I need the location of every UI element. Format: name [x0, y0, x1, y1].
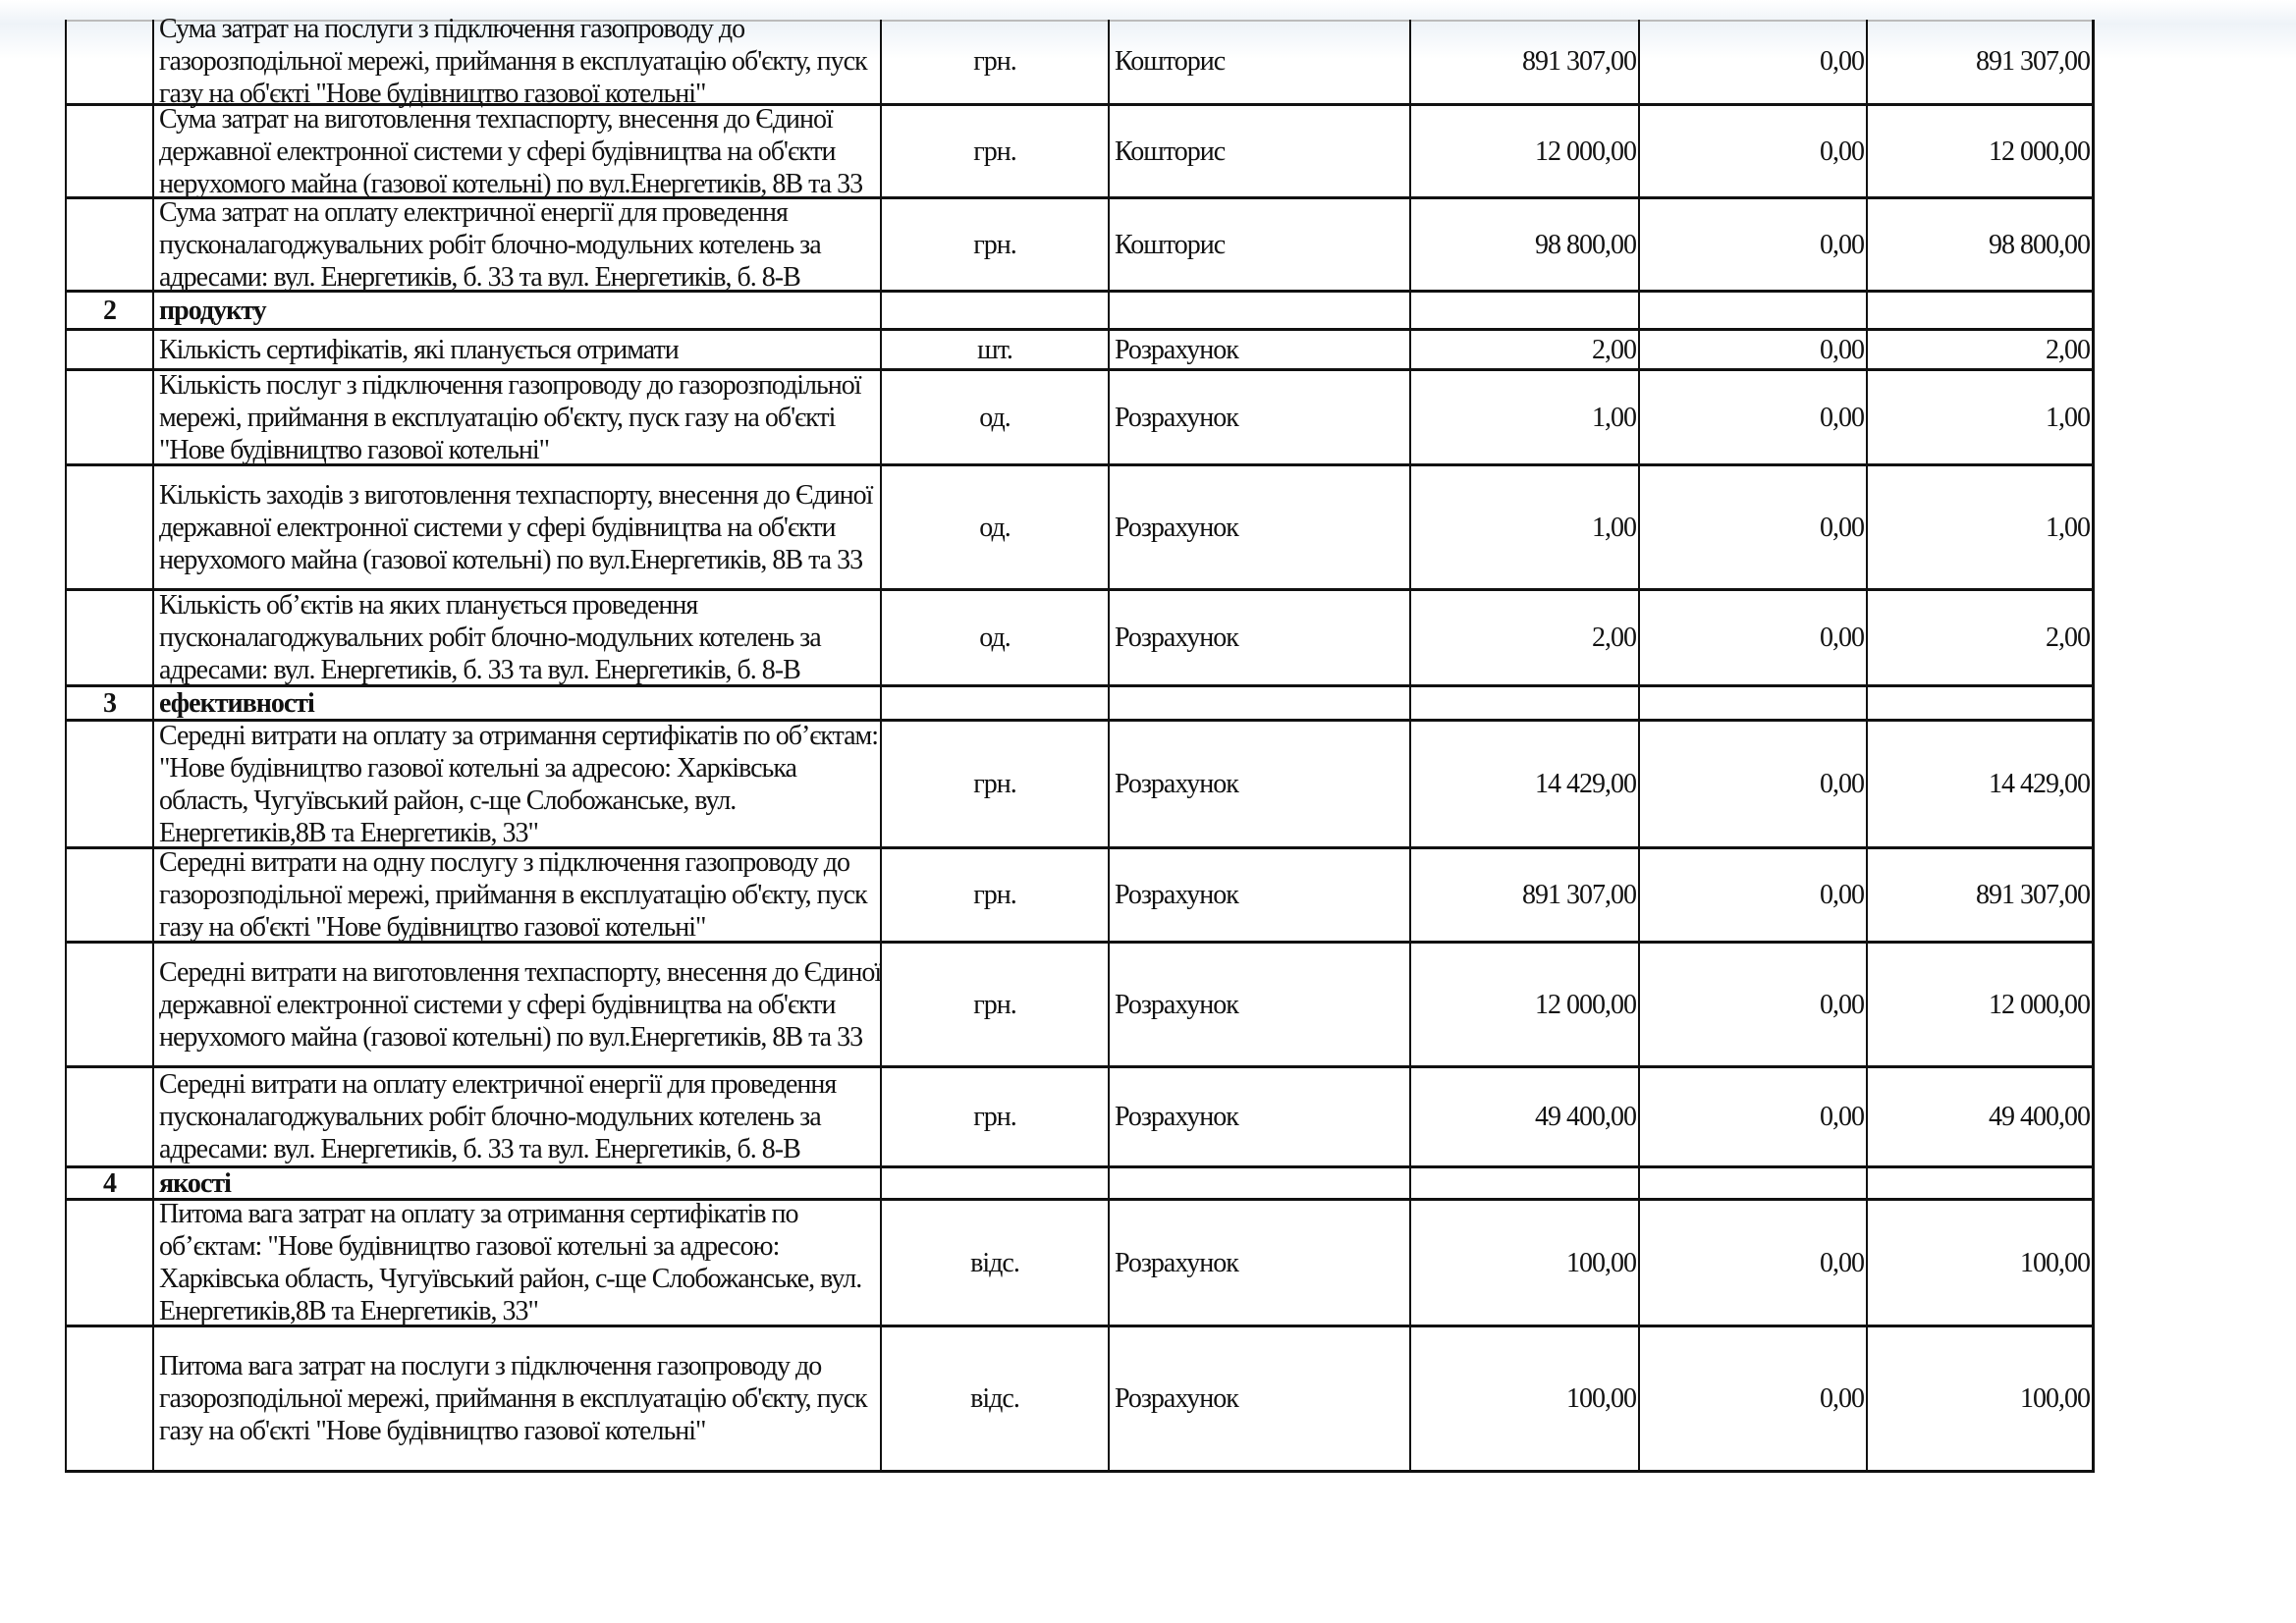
row-number-cell	[65, 1327, 152, 1470]
data-source: Розрахунок	[1115, 1383, 1238, 1414]
value-total: 100,00	[2020, 1247, 2090, 1278]
value-general-fund: 14 429,00	[1535, 769, 1636, 799]
description-line: "Нове будівництво газової котельні"	[159, 434, 550, 465]
unit-of-measure-cell	[880, 20, 1108, 103]
row-number-cell	[65, 199, 152, 290]
table-row	[65, 196, 2095, 293]
unit-of-measure: од.	[979, 402, 1011, 433]
description-line: нерухомого майна (газової котельні) по вул.Енергетиків, 8В та 33	[159, 168, 863, 199]
data-source: Кошторис	[1115, 46, 1226, 77]
value-general-fund: 2,00	[1592, 334, 1636, 365]
unit-of-measure-cell	[880, 1068, 1108, 1165]
unit-of-measure-cell	[880, 849, 1108, 941]
description-line: державної електронної системи у сфері будівництва на об'єкти	[159, 135, 836, 167]
value-special-fund: 0,00	[1820, 769, 1864, 799]
indicator-description-cell	[152, 1327, 880, 1470]
value-total-cell	[1866, 199, 2095, 290]
value-special-fund: 0,00	[1820, 1102, 1864, 1132]
data-source-cell	[1108, 371, 1409, 463]
value-general-fund-cell	[1409, 466, 1638, 588]
value-special-fund-cell	[1638, 687, 1866, 719]
data-source: Розрахунок	[1115, 769, 1238, 799]
value-general-fund-cell	[1409, 944, 1638, 1065]
value-general-fund-cell	[1409, 1168, 1638, 1198]
description-line: пусконалагоджувальних робіт блочно-модульних котелень за	[159, 229, 821, 260]
unit-of-measure: грн.	[973, 880, 1016, 910]
indicator-description-cell	[152, 331, 880, 368]
description-line: газорозподільної мережі, приймання в експлуатацію об'єкту, пуск	[159, 1383, 867, 1414]
data-source: Розрахунок	[1115, 1102, 1238, 1132]
indicator-description-cell	[152, 14, 880, 109]
description-line: Середні витрати на одну послугу з підключення газопроводу до	[159, 847, 849, 878]
indicator-description-cell	[152, 371, 880, 463]
data-source: Розрахунок	[1115, 1247, 1238, 1278]
value-total-cell	[1866, 466, 2095, 588]
description-line: "Нове будівництво газової котельні за адресою: Харківська	[159, 752, 796, 784]
value-total: 2,00	[2046, 334, 2090, 365]
description-line: газорозподільної мережі, приймання в експлуатацію об'єкту, пуск	[159, 880, 867, 910]
value-general-fund: 49 400,00	[1535, 1102, 1636, 1132]
unit-of-measure-cell	[880, 591, 1108, 684]
indicator-description-cell	[152, 466, 880, 588]
indicator-description-cell	[152, 591, 880, 684]
value-total-cell	[1866, 687, 2095, 719]
value-general-fund-cell	[1409, 1068, 1638, 1165]
unit-of-measure: грн.	[973, 769, 1016, 799]
description-line: Енергетиків,8В та Енергетиків, 33"	[159, 1296, 538, 1326]
data-source: Розрахунок	[1115, 622, 1238, 653]
data-source: Кошторис	[1115, 229, 1226, 260]
data-source-cell	[1108, 944, 1409, 1065]
description-line: газорозподільної мережі, приймання в експлуатацію об'єкту, пуск	[159, 46, 867, 77]
description-line: Сума затрат на виготовлення техпаспорту, внесення до Єдиної	[159, 103, 833, 135]
value-general-fund-cell	[1409, 293, 1638, 328]
data-source-cell	[1108, 687, 1409, 719]
value-special-fund-cell	[1638, 1168, 1866, 1198]
value-total-cell	[1866, 1201, 2095, 1325]
data-source-cell	[1108, 1068, 1409, 1165]
data-source-cell	[1108, 1168, 1409, 1198]
indicator-description-cell	[152, 687, 880, 719]
value-special-fund-cell	[1638, 722, 1866, 846]
data-source: Розрахунок	[1115, 512, 1238, 543]
description-line: державної електронної системи у сфері будівництва на об'єкти	[159, 512, 836, 543]
unit-of-measure: грн.	[973, 135, 1016, 167]
value-total-cell	[1866, 722, 2095, 846]
value-general-fund: 1,00	[1592, 512, 1636, 543]
value-general-fund: 12 000,00	[1535, 135, 1636, 167]
data-source: Розрахунок	[1115, 334, 1238, 365]
value-total-cell	[1866, 1168, 2095, 1198]
value-general-fund: 891 307,00	[1522, 880, 1636, 910]
indicator-description-cell	[152, 944, 880, 1065]
unit-of-measure-cell	[880, 1168, 1108, 1198]
value-special-fund: 0,00	[1820, 229, 1864, 260]
unit-of-measure-cell	[880, 1201, 1108, 1325]
value-special-fund-cell	[1638, 199, 1866, 290]
value-special-fund: 0,00	[1820, 402, 1864, 433]
value-special-fund-cell	[1638, 944, 1866, 1065]
value-total-cell	[1866, 1068, 2095, 1165]
value-general-fund: 100,00	[1566, 1383, 1636, 1414]
data-source: Кошторис	[1115, 135, 1226, 167]
row-number: 3	[103, 687, 116, 719]
data-source-cell	[1108, 722, 1409, 846]
unit-of-measure: шт.	[977, 334, 1012, 365]
row-number: 4	[103, 1167, 116, 1199]
value-special-fund: 0,00	[1820, 46, 1864, 77]
section-header-row	[65, 293, 2095, 331]
indicator-description-cell	[152, 849, 880, 941]
table-row	[65, 1327, 2095, 1473]
indicator-description-cell	[152, 722, 880, 846]
description-line: газу на об'єкті "Нове будівництво газової котельні"	[159, 1416, 706, 1446]
data-source-cell	[1108, 106, 1409, 196]
row-number-cell	[65, 849, 152, 941]
row-number-cell	[65, 944, 152, 1065]
value-total-cell	[1866, 371, 2095, 463]
value-special-fund: 0,00	[1820, 512, 1864, 543]
unit-of-measure-cell	[880, 371, 1108, 463]
data-source: Розрахунок	[1115, 402, 1238, 433]
description-line: Питома вага затрат на оплату за отримання сертифікатів по	[159, 1199, 798, 1229]
value-total-cell	[1866, 1327, 2095, 1470]
value-general-fund: 891 307,00	[1522, 46, 1636, 77]
value-total: 891 307,00	[1976, 46, 2090, 77]
value-special-fund-cell	[1638, 293, 1866, 328]
description-line: газу на об'єкті "Нове будівництво газової котельні"	[159, 912, 706, 943]
data-source-cell	[1108, 199, 1409, 290]
description-line: нерухомого майна (газової котельні) по вул.Енергетиків, 8В та 33	[159, 544, 863, 575]
data-source-cell	[1108, 1327, 1409, 1470]
row-number-cell	[65, 591, 152, 684]
value-general-fund: 100,00	[1566, 1247, 1636, 1278]
value-total: 2,00	[2046, 622, 2090, 653]
data-source: Розрахунок	[1115, 989, 1238, 1020]
description-line: Середні витрати на оплату за отримання сертифікатів по об’єктам:	[159, 720, 879, 751]
description-line: Енергетиків,8В та Енергетиків, 33"	[159, 817, 538, 848]
value-total-cell	[1866, 591, 2095, 684]
data-source-cell	[1108, 591, 1409, 684]
value-total: 14 429,00	[1989, 769, 2090, 799]
unit-of-measure-cell	[880, 466, 1108, 588]
value-general-fund-cell	[1409, 371, 1638, 463]
value-total: 1,00	[2046, 512, 2090, 543]
unit-of-measure-cell	[880, 687, 1108, 719]
unit-of-measure: од.	[979, 622, 1011, 653]
row-number-cell	[65, 293, 152, 328]
unit-of-measure-cell	[880, 199, 1108, 290]
value-general-fund: 1,00	[1592, 402, 1636, 433]
value-special-fund-cell	[1638, 331, 1866, 368]
value-special-fund: 0,00	[1820, 1247, 1864, 1278]
table-row	[65, 331, 2095, 371]
value-total-cell	[1866, 849, 2095, 941]
description-line: державної електронної системи у сфері будівництва на об'єкти	[159, 989, 836, 1020]
row-number-cell	[65, 1068, 152, 1165]
description-line: Сума затрат на оплату електричної енергії для проведення	[159, 196, 788, 228]
indicator-description-cell	[152, 196, 880, 293]
value-special-fund: 0,00	[1820, 135, 1864, 167]
table-row	[65, 944, 2095, 1068]
value-special-fund-cell	[1638, 106, 1866, 196]
unit-of-measure: відс.	[970, 1247, 1019, 1278]
table-row	[65, 371, 2095, 466]
unit-of-measure: грн.	[973, 989, 1016, 1020]
value-special-fund: 0,00	[1820, 334, 1864, 365]
description-line: Кількість сертифікатів, які планується отримати	[159, 334, 679, 365]
description-line: Середні витрати на виготовлення техпаспорту, внесення до Єдиної	[159, 956, 882, 988]
value-total: 100,00	[2020, 1383, 2090, 1414]
description-line: нерухомого майна (газової котельні) по вул.Енергетиків, 8В та 33	[159, 1021, 863, 1053]
value-total: 891 307,00	[1976, 880, 2090, 910]
value-general-fund-cell	[1409, 106, 1638, 196]
indicator-description-cell	[152, 1168, 880, 1198]
description-line: Питома вага затрат на послуги з підключення газопроводу до	[159, 1351, 822, 1381]
description-line: якості	[159, 1167, 231, 1199]
value-special-fund-cell	[1638, 466, 1866, 588]
table-row	[65, 14, 2095, 109]
description-line: Харківська область, Чугуївський район, с-ще Слобожанське, вул.	[159, 1264, 862, 1294]
description-line: область, Чугуївський район, с-ще Слобожанське, вул.	[159, 784, 737, 816]
value-general-fund-cell	[1409, 199, 1638, 290]
value-special-fund: 0,00	[1820, 880, 1864, 910]
value-general-fund-cell	[1409, 20, 1638, 103]
value-total-cell	[1866, 20, 2095, 103]
row-number-cell	[65, 1201, 152, 1325]
value-special-fund: 0,00	[1820, 622, 1864, 653]
value-general-fund: 12 000,00	[1535, 989, 1636, 1020]
row-number-cell	[65, 331, 152, 368]
value-total: 49 400,00	[1989, 1102, 2090, 1132]
description-line: Кількість об’єктів на яких планується проведення	[159, 590, 698, 621]
value-general-fund-cell	[1409, 1327, 1638, 1470]
unit-of-measure: грн.	[973, 46, 1016, 77]
value-total: 12 000,00	[1989, 135, 2090, 167]
value-special-fund-cell	[1638, 371, 1866, 463]
unit-of-measure: відс.	[970, 1383, 1019, 1414]
data-source-cell	[1108, 293, 1409, 328]
value-general-fund-cell	[1409, 849, 1638, 941]
value-general-fund-cell	[1409, 722, 1638, 846]
description-line: мережі, приймання в експлуатацію об'єкту, пуск газу на об'єкті	[159, 402, 836, 433]
data-source-cell	[1108, 20, 1409, 103]
description-line: об’єктам: "Нове будівництво газової котельні за адресою:	[159, 1231, 780, 1262]
table-row	[65, 1068, 2095, 1168]
data-source-cell	[1108, 1201, 1409, 1325]
description-line: пусконалагоджувальних робіт блочно-модульних котелень за	[159, 622, 821, 653]
table-row	[65, 466, 2095, 591]
description-line: адресами: вул. Енергетиків, б. 33 та вул. Енергетиків, б. 8-В	[159, 655, 800, 685]
data-source-cell	[1108, 466, 1409, 588]
value-special-fund-cell	[1638, 849, 1866, 941]
table-row	[65, 849, 2095, 944]
data-source: Розрахунок	[1115, 880, 1238, 910]
indicator-description-cell	[152, 293, 880, 328]
row-number-cell	[65, 20, 152, 103]
row-number-cell	[65, 1168, 152, 1198]
description-line: газу на об'єкті "Нове будівництво газової котельні"	[159, 79, 706, 109]
row-number-cell	[65, 466, 152, 588]
value-special-fund: 0,00	[1820, 1383, 1864, 1414]
description-line: адресами: вул. Енергетиків, б. 33 та вул. Енергетиків, б. 8-В	[159, 1134, 800, 1164]
table-row	[65, 103, 2095, 199]
value-total-cell	[1866, 293, 2095, 328]
row-number-cell	[65, 687, 152, 719]
value-general-fund-cell	[1409, 331, 1638, 368]
section-header-row	[65, 1168, 2095, 1201]
value-general-fund-cell	[1409, 687, 1638, 719]
value-total: 12 000,00	[1989, 989, 2090, 1020]
value-total: 1,00	[2046, 402, 2090, 433]
table-row	[65, 1201, 2095, 1327]
indicator-description-cell	[152, 1201, 880, 1325]
description-line: Сума затрат на послуги з підключення газопроводу до	[159, 14, 745, 44]
value-special-fund-cell	[1638, 1201, 1866, 1325]
value-total-cell	[1866, 331, 2095, 368]
row-number-cell	[65, 106, 152, 196]
value-total: 98 800,00	[1989, 229, 2090, 260]
row-number: 2	[103, 295, 116, 326]
table-row	[65, 591, 2095, 687]
value-general-fund-cell	[1409, 1201, 1638, 1325]
unit-of-measure-cell	[880, 106, 1108, 196]
description-line: пусконалагоджувальних робіт блочно-модульних котелень за	[159, 1102, 821, 1132]
value-total-cell	[1866, 944, 2095, 1065]
description-line: Середні витрати на оплату електричної енергії для проведення	[159, 1069, 837, 1100]
unit-of-measure-cell	[880, 722, 1108, 846]
value-special-fund-cell	[1638, 591, 1866, 684]
indicator-description-cell	[152, 1068, 880, 1165]
value-general-fund: 98 800,00	[1535, 229, 1636, 260]
value-special-fund-cell	[1638, 1327, 1866, 1470]
row-number-cell	[65, 371, 152, 463]
table-row	[65, 722, 2095, 849]
value-special-fund: 0,00	[1820, 989, 1864, 1020]
unit-of-measure-cell	[880, 293, 1108, 328]
row-number-cell	[65, 722, 152, 846]
data-source-cell	[1108, 849, 1409, 941]
value-special-fund-cell	[1638, 20, 1866, 103]
value-total-cell	[1866, 106, 2095, 196]
unit-of-measure: грн.	[973, 229, 1016, 260]
unit-of-measure: од.	[979, 512, 1011, 543]
value-general-fund: 2,00	[1592, 622, 1636, 653]
description-line: адресами: вул. Енергетиків, б. 33 та вул. Енергетиків, б. 8-В	[159, 261, 800, 293]
unit-of-measure: грн.	[973, 1102, 1016, 1132]
indicator-description-cell	[152, 103, 880, 199]
data-source-cell	[1108, 331, 1409, 368]
description-line: Кількість заходів з виготовлення техпаспорту, внесення до Єдиної	[159, 479, 873, 511]
description-line: Кількість послуг з підключення газопроводу до газорозподільної	[159, 369, 861, 401]
description-line: ефективності	[159, 687, 314, 719]
description-line: продукту	[159, 295, 266, 326]
value-special-fund-cell	[1638, 1068, 1866, 1165]
unit-of-measure-cell	[880, 331, 1108, 368]
value-general-fund-cell	[1409, 591, 1638, 684]
unit-of-measure-cell	[880, 944, 1108, 1065]
section-header-row	[65, 687, 2095, 722]
unit-of-measure-cell	[880, 1327, 1108, 1470]
